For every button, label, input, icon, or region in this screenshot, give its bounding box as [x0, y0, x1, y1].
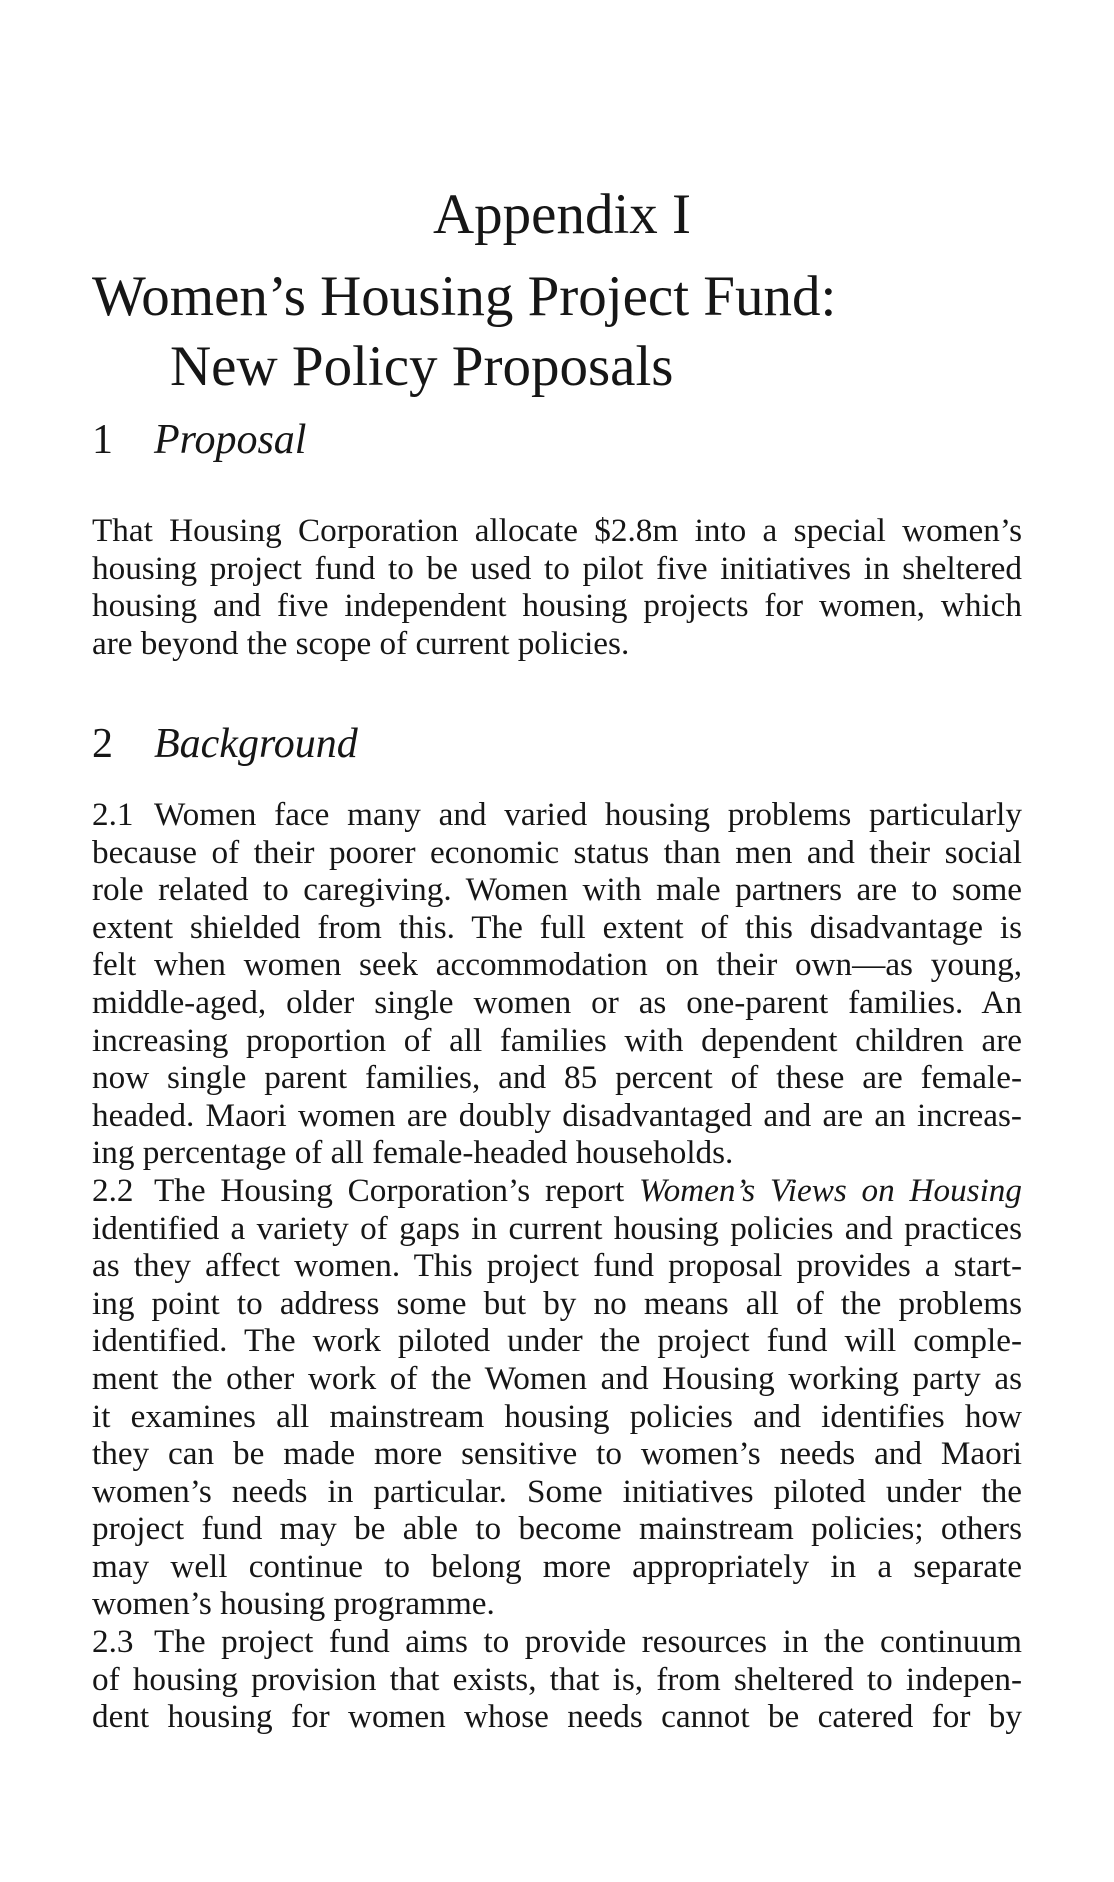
text-line	[92, 1623, 1022, 1661]
paragraph-number: 2.1	[92, 796, 134, 833]
text-line: housing project fund to be used to pilot five initiatives in sheltered	[92, 549, 1022, 587]
text-line: identified. The work piloted under the project fund will comple-	[92, 1322, 1022, 1360]
text-line: extent shielded from this. The full extent of this disadvantage is	[92, 908, 1022, 946]
section-number: 1	[92, 417, 113, 463]
document-title-line-1: Women’s Housing Project Fund:	[92, 265, 837, 328]
text-line: women’s housing programme.	[92, 1585, 495, 1623]
text-line: it examines all mainstream housing policies and identifies how	[92, 1397, 1022, 1435]
text-line: of housing provision that exists, that is, from sheltered to indepen-	[92, 1660, 1022, 1698]
document-title	[92, 262, 836, 402]
text-line: ment the other work of the Women and Housing working party as	[92, 1359, 1022, 1397]
text-line	[92, 1172, 1022, 1210]
text-line: That Housing Corporation allocate $2.8m into a special women’s	[92, 512, 1022, 549]
text-line: may well continue to belong more appropriately in a separate	[92, 1547, 1022, 1585]
text-line: felt when women seek accommodation on their own—as young,	[92, 946, 1022, 984]
section-heading-background	[92, 718, 358, 770]
text-line-content: The Housing Corporation’s report	[154, 1171, 639, 1209]
text-line	[92, 796, 1022, 834]
text-line: housing and five independent housing projects for women, which	[92, 587, 1022, 625]
text-line: ing point to address some but by no means all of the problems	[92, 1284, 1022, 1322]
section-number: 2	[92, 721, 113, 767]
paragraph-number: 2.2	[92, 1171, 134, 1209]
text-line-content: The project fund aims to provide resources in the continuum	[154, 1623, 1022, 1661]
section-title: Background	[154, 721, 358, 767]
background-body	[92, 796, 1022, 1736]
text-line: headed. Maori women are doubly disadvantaged and are an increas-	[92, 1096, 1022, 1134]
text-line: are beyond the scope of current policies.	[92, 624, 630, 662]
text-line: identified a variety of gaps in current housing policies and practices	[92, 1209, 1022, 1247]
text-line: now single parent families, and 85 percent of these are female-	[92, 1059, 1022, 1097]
text-line: role related to caregiving. Women with male partners are to some	[92, 871, 1022, 909]
appendix-title: Appendix I	[432, 183, 692, 246]
text-line: ing percentage of all female-headed households.	[92, 1134, 734, 1172]
text-line: middle-aged, older single women or as one-parent families. An	[92, 983, 1022, 1021]
text-line: project fund may be able to become mainstream policies; others	[92, 1510, 1022, 1548]
section-title: Proposal	[154, 417, 307, 463]
text-line-content: Women face many and varied housing problems particularly	[154, 796, 1022, 833]
text-line: because of their poorer economic status than men and their social	[92, 833, 1022, 871]
text-line: they can be made more sensitive to women’s needs and Maori	[92, 1435, 1022, 1473]
text-line: dent housing for women whose needs cannot be catered for by	[92, 1698, 1022, 1736]
text-line: increasing proportion of all families with dependent children are	[92, 1021, 1022, 1059]
text-line: as they affect women. This project fund proposal provides a start-	[92, 1247, 1022, 1285]
proposal-paragraph	[92, 512, 1022, 662]
text-line: women’s needs in particular. Some initiatives piloted under the	[92, 1472, 1022, 1510]
section-heading-proposal	[92, 414, 306, 466]
paragraph-number: 2.3	[92, 1623, 134, 1661]
report-title: Women’s Views on Housing	[638, 1171, 1022, 1209]
document-title-line-2: New Policy Proposals	[170, 335, 674, 398]
